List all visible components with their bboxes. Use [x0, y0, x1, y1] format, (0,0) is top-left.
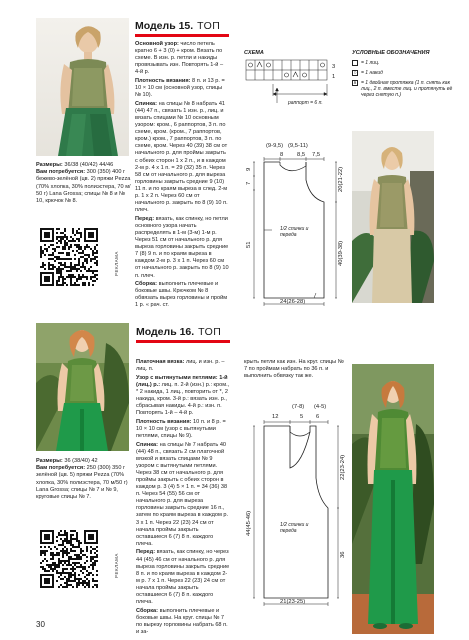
- svg-text:12: 12: [272, 414, 279, 420]
- legend-item-double-decrease: ∧ = 1 двойная протяжка (1 п. снять как лиц., 2 п. вместе лиц. и протянуть её через снятую п.): [353, 79, 453, 99]
- model15-title-type: ТОП: [197, 20, 221, 32]
- model16-qr-label: РЕКЛАМА: [114, 553, 119, 578]
- model16-photo-main: [36, 323, 129, 451]
- schema-row-3: 3: [332, 64, 336, 70]
- model15-instructions: [135, 41, 229, 311]
- legend-item-yarn-over: ○ = 1 накид: [353, 69, 383, 76]
- instr16-4: Перед: вязать, как спинку, но через 44 (45) 46 см от начального р. для выреза горловины закрыть средние 8 п. и по краям выреза в каждом 2-м р. 7 х 1 п. Через 22 (23) 24 см от начала проймы закрыть оставшиеся 6 (7) 8 п. каждого плеча.: [136, 549, 230, 606]
- model15-materials: Вам потребуется: 300 (350) 400 г бежево-зелёной (цв. 2) пряжи Pezza (70% хлопка, 30% полиэстера, 70 м/ 50 г) Lana Grossa; спицы № 8 и № 10, крючок № 8.: [36, 169, 131, 205]
- svg-text:7: 7: [246, 181, 252, 185]
- model15-photo-main: [36, 18, 129, 156]
- legend-item-knit: = 1 лиц.: [352, 60, 452, 66]
- double-decrease-icon: ∧: [353, 79, 357, 86]
- model16-title: [136, 326, 221, 338]
- svg-text:20(21-22): 20(21-22): [338, 166, 344, 192]
- pattern15-label: 1/2 спинки и переда: [280, 226, 309, 238]
- model16-title-rule: [136, 340, 230, 343]
- instr15-0: Основной узор: число петель кратно 6 + 3 (0) + кром. Вязать по схеме. В изн. р. петли и накиды провязывать изн. Повторять 1-й – 4-й р.: [135, 41, 224, 76]
- model16-continuation: крыть петли как изн. На круг. спицы № 7 по проймам набрать по 36 п. и выполнить обвязку так же.: [244, 359, 344, 380]
- model15-stitch-chart: [244, 58, 344, 113]
- instr16-3: Спинка: на спицы № 7 набрать 40 (44) 48 п., связать 2 см платочной вязкой и вязать спицами № 9 узором с вытянутыми петлями. Через 38 см от начального р. для проймы закрыть с обеих сторон в каждом р. 3 (4) 5 × 1 п. = 34 (36) 38 п. Через 54 (55) 56 см от начального р. для выреза горловины закрыть средние 16 п., затем по краям выреза в каждом р. 3 х 1 п. Через 22 (23) 24 см от начала проймы закрыть оставшиеся 6 (7) 8 п. каждого плеча.: [136, 441, 229, 547]
- model15-title: [135, 20, 220, 32]
- model15-sizes-block: [36, 162, 131, 205]
- yarn-over-icon: ○: [353, 69, 357, 76]
- model16-title-number: Модель 16.: [136, 326, 195, 338]
- svg-text:7,5: 7,5: [312, 152, 321, 158]
- svg-text:22(23-24): 22(23-24): [340, 454, 346, 480]
- svg-text:5: 5: [300, 414, 304, 420]
- svg-text:(4-5): (4-5): [314, 404, 327, 410]
- svg-text:(7-8): (7-8): [292, 404, 305, 410]
- svg-text:(9-9,5): (9-9,5): [266, 143, 284, 149]
- instr15-1: Плотность вязания: 8 п. и 13 р. = 10 × 10 см (основной узор, спицы № 10).: [135, 77, 225, 99]
- knit-stitch-icon: [352, 60, 358, 66]
- model16-instructions: [136, 359, 230, 638]
- model16-pattern-drawing: [244, 398, 348, 610]
- model15-qr-label: РЕКЛАМА: [114, 251, 119, 276]
- svg-text:40(39-38): 40(39-38): [338, 240, 344, 266]
- model15-title-rule: [135, 34, 229, 37]
- instr15-2: Спинка: на спицы № 8 набрать 41 (44) 47 п., связать 1 изн. р., лиц. и вязать спицами № 10 основным узором: кром., 6 раппортов, 3 п. по схеме, кром. (кром., 7 раппортов, кром.) кром., 7 раппортов, 3 п. по схеме, кром. Через 40 (39) 38 см от начального р. для проймы закрыть с обеих сторон 1 х 2 п., и в каждом 2-м р. 4 х 1 п. = 29 (32) 35 п. Через 58 см от начального р. для выреза горловины закрыть средние 9 (10) 11 п. и по краям выреза в след. 2-м р. 1 х 2 п. Через 60 см от начального р. закрыть по 8 (9) 10 п. плеч.: [135, 100, 228, 214]
- model16-photo-side: [352, 364, 434, 634]
- instr15-4: Сборка: выполнить плечевые и боковые швы. Крючком № 8 обвязать вырез горловины и пройм 1 р. « рач. ст.: [135, 281, 228, 309]
- svg-text:51: 51: [246, 241, 252, 248]
- instr16-5: Сборка: выполнить плечевые и боковые швы. На круг. спицы № 7 по вырезу горловины набрать 68 п. и за-: [136, 607, 228, 635]
- svg-text:8,5: 8,5: [297, 152, 306, 158]
- svg-text:(9,5-11): (9,5-11): [288, 143, 308, 149]
- model15-pattern-drawing: [244, 140, 348, 308]
- svg-text:24(26-28): 24(26-28): [280, 299, 306, 305]
- svg-text:9: 9: [246, 167, 252, 171]
- schema-title: СХЕМА: [244, 50, 264, 56]
- instr16-1: Узор с вытянутыми петлями: 1-й (лиц.) р.: лиц. п. 2-й (изн.) р.: кром., * 2 накида, 1 лиц., повторить от *, 2 накида, кром. 3-й р.: вязать изн. р., сбрасывая накиды. 4-й р.: изн. п. Повторять 1-й – 4-й р.: [136, 374, 230, 417]
- instr15-3: Перед: вязать, как спинку, но петли основного узора начать распределять в 1-м (3-м) 1-м р. Через 51 см от начального р. для выреза горловины закрыть средние 7 (8) 9 п. и по краям выреза в каждом 2-м р. 3 х 1 п. Через 60 см от начального р. закрыть по 8 (9) 10 п. плеч.: [135, 215, 229, 279]
- svg-text:8: 8: [280, 152, 284, 158]
- svg-text:36: 36: [340, 551, 346, 558]
- instr16-2: Плотность вязания: 10 п. и 8 р. = 10 × 10 см (узор с вытянутыми петлями, спицы № 9).: [136, 418, 226, 439]
- model16-title-type: ТОП: [198, 326, 222, 338]
- model15-sizes: Размеры: 36/38 (40/42) 44/46: [36, 162, 114, 168]
- model16-materials: Вам потребуется: 250 (300) 350 г зелёной (цв. 5) пряжи Pezza (70% хлопка, 30% полиэстера, 70 м/50 г) Lana Grossa; спицы № 7 и № 9, круговые спицы № 7.: [36, 465, 128, 501]
- page-number: 30: [36, 620, 45, 629]
- legend-title: УСЛОВНЫЕ ОБОЗНАЧЕНИЯ: [352, 50, 430, 56]
- model15-title-number: Модель 15.: [135, 20, 194, 32]
- model15-qr-code[interactable]: [40, 228, 98, 286]
- svg-text:21(23-25): 21(23-25): [280, 599, 306, 605]
- svg-text:6: 6: [316, 414, 320, 420]
- schema-row-1: 1: [332, 74, 336, 80]
- model16-qr-code[interactable]: [40, 530, 98, 588]
- pattern16-label: 1/2 спинки и переда: [280, 522, 309, 534]
- model16-sizes-block: [36, 458, 131, 501]
- chart-symbols: [249, 62, 325, 77]
- model16-sizes: Размеры: 36 (38/40) 42: [36, 458, 98, 464]
- svg-text:44(45-46): 44(45-46): [246, 510, 252, 536]
- schema-repeat: раппорт = 6 п.: [288, 100, 323, 106]
- instr16-0: Платочная вязка: лиц. и изн. р. – лиц. п.: [136, 359, 225, 373]
- model15-photo-side: [352, 131, 434, 303]
